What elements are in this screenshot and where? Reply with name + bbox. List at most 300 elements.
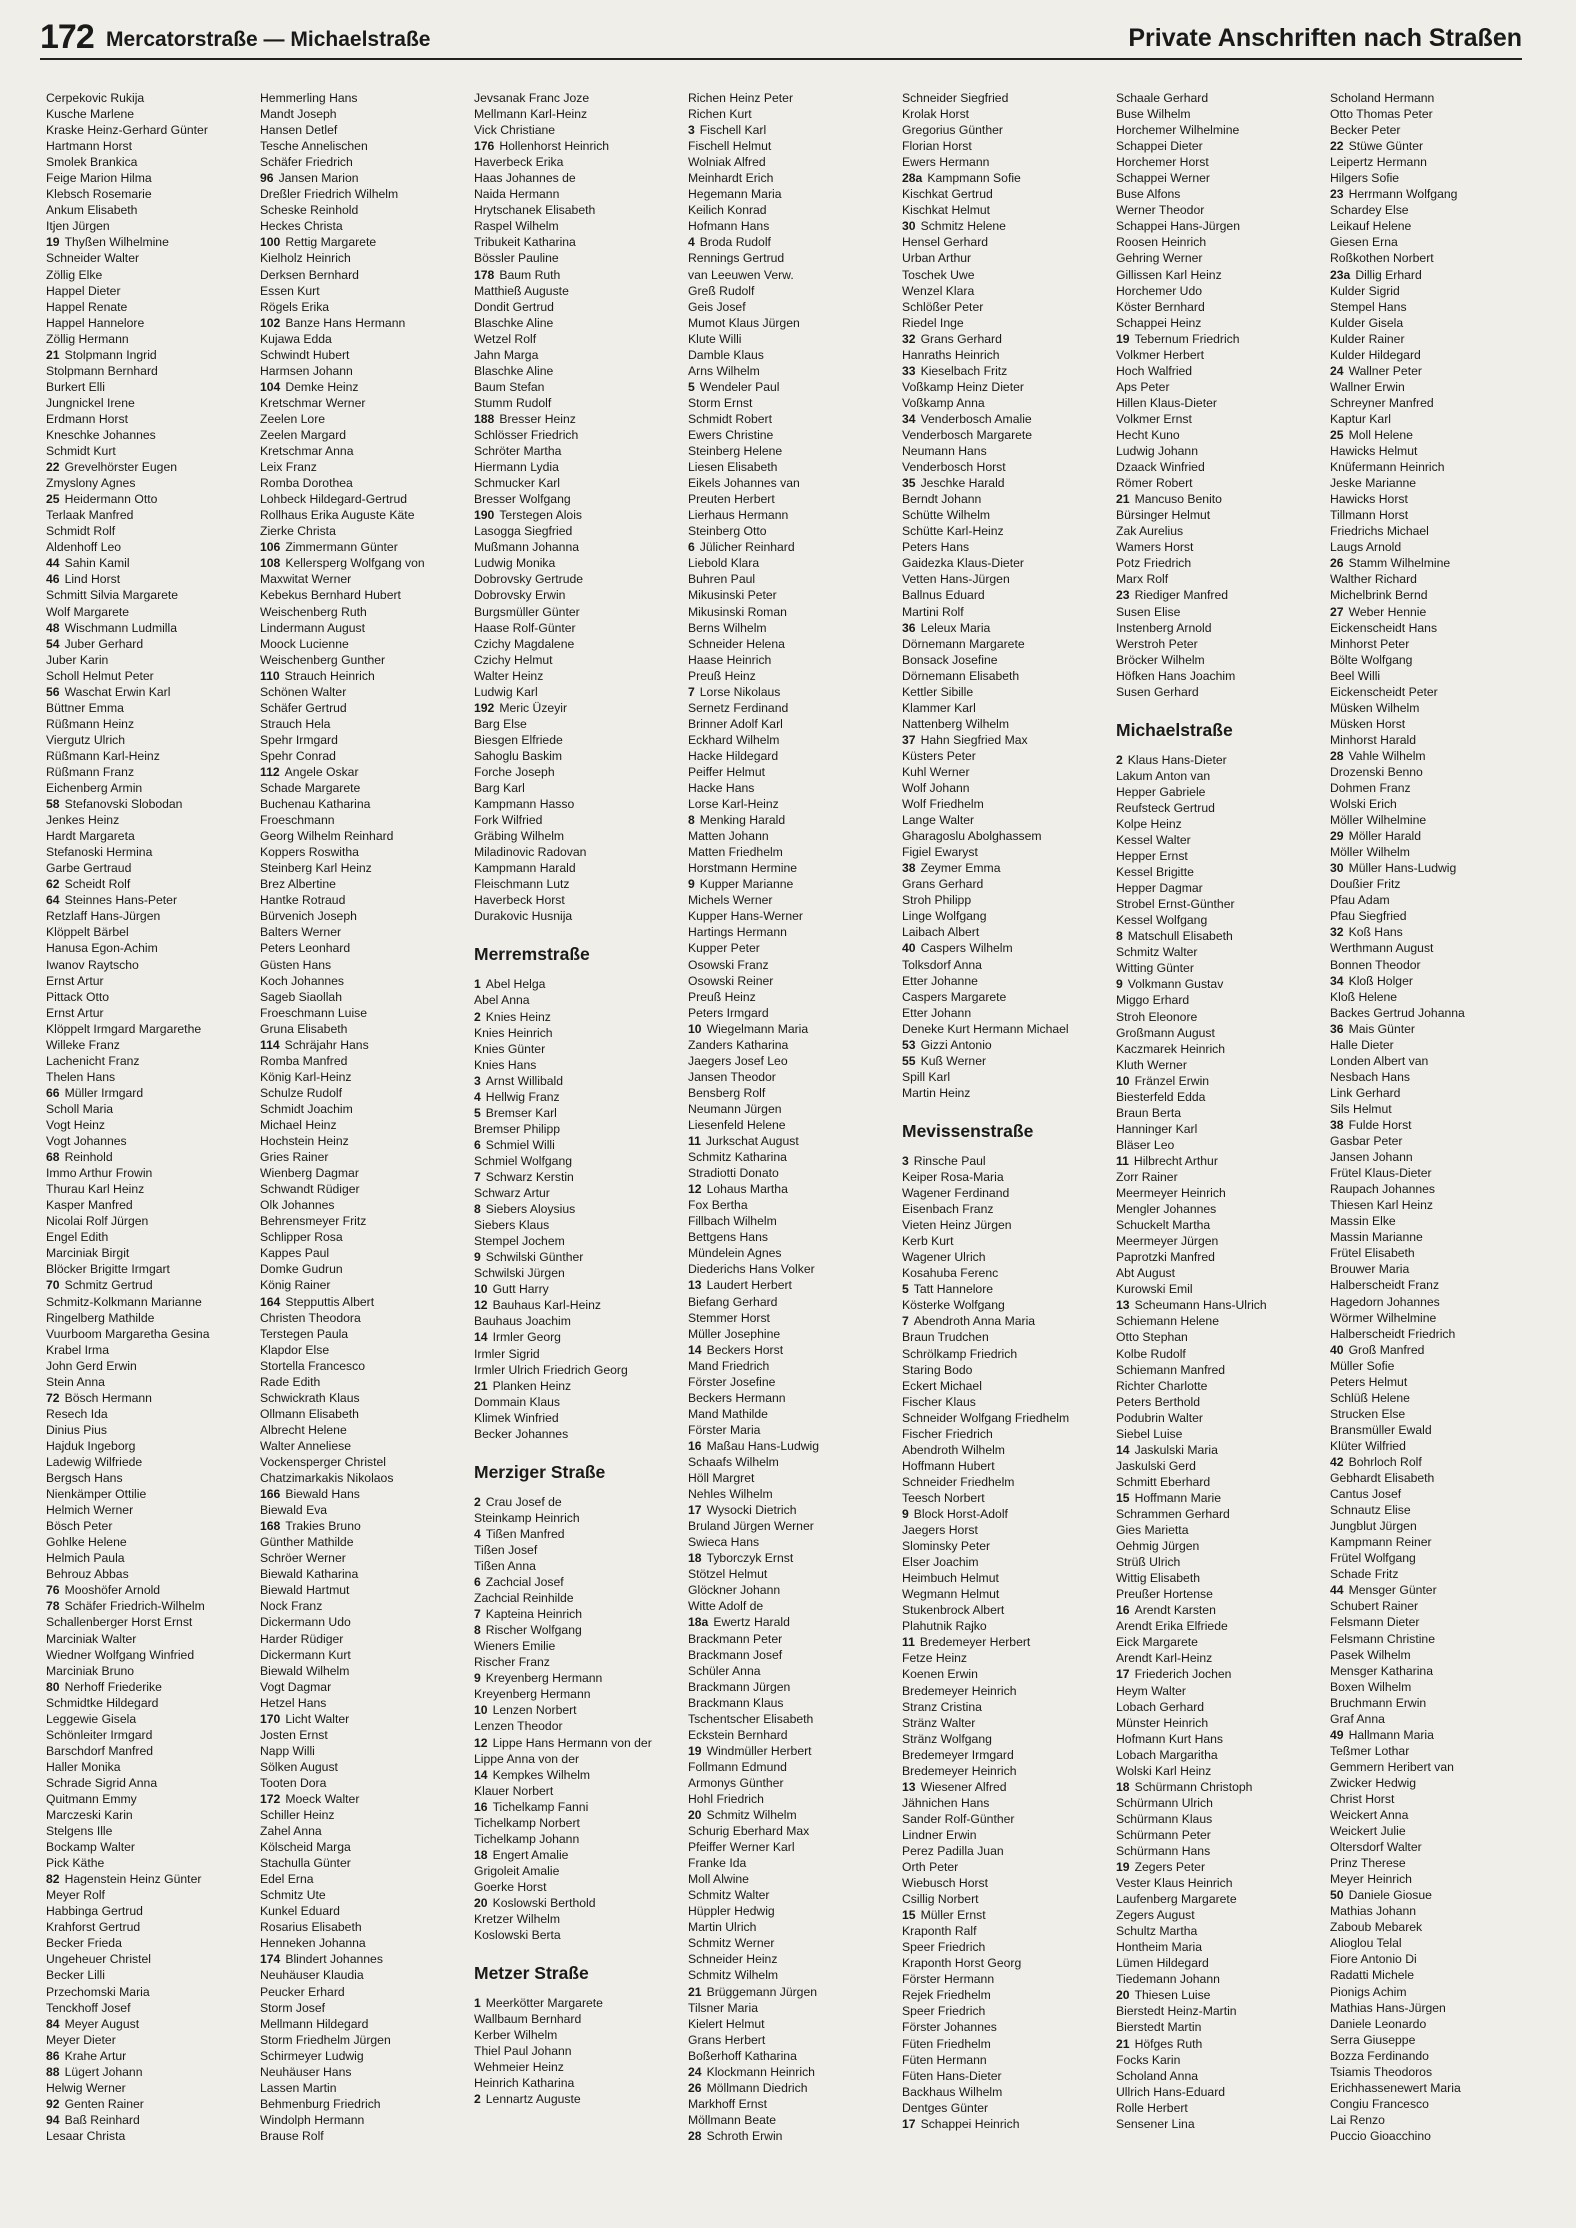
house-entry: [474, 1009, 680, 1025]
resident-name: Schiemann Helene: [1116, 1314, 1219, 1329]
resident-name: Sander Rolf-Günther: [902, 1811, 1015, 1826]
resident-name: Peters Helmut: [1330, 1374, 1408, 1389]
resident-name: Koenen Erwin: [902, 1667, 978, 1682]
resident-name: Leipertz Hermann: [1330, 155, 1427, 170]
house-number: 23: [1116, 588, 1130, 603]
resident-name: Wolf Margarete: [46, 604, 130, 619]
house-entry: [46, 2064, 252, 2080]
resident-name: Knies Heinrich: [474, 1025, 553, 1040]
resident-name: Massin Elke: [1330, 1214, 1396, 1229]
house-number: 11: [1116, 1153, 1129, 1168]
resident-name: Schneider Heinz: [688, 1952, 778, 1967]
resident-name: Stepputtis Albert: [285, 1294, 375, 1309]
house-entry: [46, 2096, 252, 2112]
resident-name: Keiper Rosa-Maria: [902, 1170, 1004, 1184]
resident-name: Scholand Hermann: [1330, 91, 1435, 105]
house-number: 23a: [1330, 267, 1351, 282]
resident-name: Nock Franz: [260, 1599, 323, 1614]
resident-name: Hahn Siegfried Max: [920, 732, 1028, 747]
house-number: 170: [260, 1711, 281, 1726]
resident-name: Potz Friedrich: [1116, 556, 1192, 571]
house-entry: [902, 411, 1108, 427]
resident-name: König Karl-Heinz: [260, 1069, 352, 1084]
resident-name: Bläser Leo: [1116, 1137, 1175, 1152]
resident-name: Trakies Bruno: [285, 1519, 361, 1534]
resident-name: Otto Thomas Peter: [1330, 107, 1433, 122]
resident-name: Brause Rolf: [260, 2128, 324, 2143]
street-heading: Merziger Straße: [474, 1461, 606, 1482]
house-entry: [1330, 1454, 1536, 1470]
resident-name: Peters Irmgard: [688, 1005, 769, 1020]
resident-name: Schardey Else: [1330, 203, 1409, 218]
resident-name: Schiller Heinz: [260, 1808, 335, 1823]
resident-name: Kielholz Heinrich: [260, 251, 351, 266]
house-number: 58: [46, 797, 60, 812]
resident-name: Pfeiffer Werner Karl: [688, 1840, 795, 1855]
resident-name: Schlösser Friedrich: [474, 427, 579, 442]
resident-name: Klute Willi: [688, 331, 742, 346]
resident-name: Czichy Magdalene: [474, 636, 575, 651]
resident-name: Peters Leonhard: [260, 941, 351, 956]
house-entry: [902, 1907, 1108, 1923]
resident-name: Miladinovic Radovan: [474, 845, 587, 860]
resident-name: Abel Anna: [474, 993, 530, 1008]
resident-name: Kieselbach Fritz: [920, 363, 1008, 378]
resident-name: Nerhoff Friederike: [64, 1679, 162, 1694]
house-number: 9: [688, 877, 695, 892]
resident-name: Martini Rolf: [902, 604, 964, 619]
house-number: 102: [260, 315, 281, 330]
resident-name: Lippe Hans Hermann von der: [492, 1735, 652, 1750]
house-number: 37: [902, 732, 916, 747]
resident-name: Gharagoslu Abolghassem: [902, 829, 1042, 844]
house-entry: [474, 700, 680, 716]
house-entry: [474, 1494, 680, 1510]
house-number: 36: [902, 620, 916, 635]
resident-name: Dohmen Franz: [1330, 781, 1411, 796]
column-3: [474, 90, 680, 2220]
resident-name: Staring Bodo: [902, 1362, 973, 1377]
resident-name: Nicolai Rolf Jürgen: [46, 1214, 149, 1229]
house-entry: [1116, 587, 1322, 603]
house-number: 27: [1330, 604, 1344, 619]
resident-name: Schmiel Willi: [485, 1137, 555, 1152]
resident-name: Schönleiter Irmgard: [46, 1727, 153, 1742]
resident-name: Kosahuba Ferenc: [902, 1266, 999, 1281]
resident-name: Hartmann Horst: [46, 139, 133, 154]
resident-name: Kupper Peter: [688, 941, 760, 956]
resident-name: Krolak Horst: [902, 107, 970, 122]
house-entry: [1330, 828, 1536, 844]
resident-name: Behrouz Abbas: [46, 1567, 129, 1582]
resident-name: Kappes Paul: [260, 1246, 330, 1261]
resident-name: Hardt Margareta: [46, 829, 135, 844]
resident-name: Matten Friedhelm: [688, 845, 783, 860]
resident-name: Erdmann Horst: [46, 411, 128, 426]
resident-name: Kulder Hildegard: [1330, 347, 1421, 362]
resident-name: Lorse Nikolaus: [699, 684, 781, 699]
house-number: 10: [688, 1021, 702, 1036]
house-entry: [688, 234, 894, 250]
resident-name: Meric Üzeyir: [499, 700, 568, 715]
resident-name: Ewers Hermann: [902, 155, 990, 170]
resident-name: Schurig Eberhard Max: [688, 1824, 810, 1839]
resident-name: Jahn Marga: [474, 347, 539, 362]
resident-name: Keilich Konrad: [688, 203, 767, 218]
column-4: [688, 90, 894, 2220]
resident-name: Braun Berta: [1116, 1105, 1182, 1120]
house-number: 84: [46, 2016, 60, 2031]
resident-name: Tichelkamp Norbert: [474, 1815, 580, 1830]
resident-name: Becker Frieda: [46, 1936, 122, 1951]
resident-name: Ullrich Hans-Eduard: [1116, 2084, 1226, 2099]
resident-name: Tißen Josef: [474, 1542, 538, 1557]
resident-name: Haller Monika: [46, 1759, 121, 1774]
house-entry: [688, 1438, 894, 1454]
house-number: 68: [46, 1150, 60, 1165]
resident-name: Nattenberg Wilhelm: [902, 716, 1010, 731]
house-entry: [688, 684, 894, 700]
resident-name: Richter Charlotte: [1116, 1378, 1208, 1393]
house-entry: [902, 218, 1108, 234]
resident-name: Ludwig Johann: [1116, 444, 1198, 459]
house-entry: [474, 1702, 680, 1718]
resident-name: Hofmann Hans: [688, 219, 770, 234]
resident-name: Siebers Klaus: [474, 1218, 550, 1233]
resident-name: Schäfer Friedrich-Wilhelm: [64, 1599, 205, 1614]
house-entry: [1116, 491, 1322, 507]
resident-name: Hacke Hans: [688, 781, 755, 796]
resident-name: Hüppler Hedwig: [688, 1904, 775, 1919]
resident-name: Haase Rolf-Günter: [474, 620, 576, 635]
resident-name: Kreyenberg Hermann: [474, 1687, 591, 1702]
resident-name: Prinz Therese: [1330, 1856, 1406, 1871]
street-heading: Michaelstraße: [1116, 719, 1233, 740]
resident-name: Volkmer Herbert: [1116, 347, 1205, 362]
resident-name: Brackmann Jürgen: [688, 1679, 791, 1694]
resident-name: Brinner Adolf Karl: [688, 716, 783, 731]
resident-name: Hillen Klaus-Dieter: [1116, 395, 1217, 410]
resident-name: Vockensperger Christel: [260, 1454, 386, 1469]
resident-name: Stolpmann Bernhard: [46, 363, 158, 378]
resident-name: Florian Horst: [902, 139, 972, 154]
resident-name: Glöckner Johann: [688, 1583, 781, 1598]
resident-name: Möllmann Diedrich: [706, 2080, 808, 2095]
house-number: 46: [46, 572, 60, 587]
resident-name: Steinberg Helene: [688, 444, 783, 459]
house-entry: [688, 379, 894, 395]
house-entry: [474, 1799, 680, 1815]
resident-name: Preuß Heinz: [688, 989, 756, 1004]
resident-name: Hagedorn Johannes: [1330, 1294, 1440, 1309]
resident-name: Moock Lucienne: [260, 636, 349, 651]
resident-name: Koppers Roswitha: [260, 845, 359, 860]
resident-name: Neumann Hans: [902, 444, 987, 459]
resident-name: Römer Robert: [1116, 476, 1193, 491]
house-entry: [474, 2091, 680, 2107]
resident-name: Lierhaus Hermann: [688, 508, 789, 523]
resident-name: Jülicher Reinhard: [699, 540, 795, 555]
column-6: [1116, 90, 1322, 2220]
house-number: 7: [474, 1607, 481, 1622]
resident-name: Horstmann Hermine: [688, 861, 798, 876]
house-entry: [902, 475, 1108, 491]
house-entry: [260, 539, 466, 555]
house-entry: [688, 2064, 894, 2080]
resident-name: Steinberg Otto: [688, 524, 767, 539]
resident-name: Felsmann Dieter: [1330, 1615, 1420, 1630]
house-number: 5: [902, 1282, 909, 1297]
resident-name: Schiemann Manfred: [1116, 1362, 1226, 1377]
resident-name: Moll Alwine: [688, 1872, 749, 1887]
resident-name: Leikauf Helene: [1330, 219, 1412, 234]
resident-name: Haase Heinrich: [688, 652, 772, 667]
resident-name: Möller Wilhelmine: [1330, 813, 1427, 828]
resident-name: Bölte Wolfgang: [1330, 652, 1413, 667]
resident-name: Baum Ruth: [499, 267, 561, 282]
resident-name: Schultz Martha: [1116, 1924, 1198, 1939]
resident-name: Rennings Gertrud: [688, 251, 785, 266]
resident-name: Irmler Sigrid: [474, 1346, 540, 1361]
resident-name: Mathias Johann: [1330, 1904, 1417, 1919]
resident-name: Schneider Friedhelm: [902, 1474, 1015, 1489]
resident-name: Haas Johannes de: [474, 171, 576, 186]
resident-name: Schmidt Joachim: [260, 1101, 353, 1116]
resident-name: Schwilski Günther: [485, 1250, 584, 1265]
resident-name: Stamm Wilhelmine: [1348, 556, 1451, 571]
resident-name: Hellwig Franz: [485, 1089, 560, 1104]
resident-name: Orth Peter: [902, 1860, 959, 1875]
resident-name: Schlipper Rosa: [260, 1230, 343, 1245]
resident-name: Meyer August: [64, 2016, 140, 2031]
resident-name: Möller Harald: [1348, 829, 1422, 844]
resident-name: Eckhard Wilhelm: [688, 732, 780, 747]
house-entry: [474, 1574, 680, 1590]
resident-name: Förster Maria: [688, 1422, 761, 1437]
resident-name: Terstegen Paula: [260, 1326, 349, 1341]
resident-name: Höfges Ruth: [1134, 2036, 1203, 2051]
resident-name: Klapdor Else: [260, 1342, 330, 1357]
resident-name: Christen Theodora: [260, 1310, 361, 1325]
house-number: 164: [260, 1294, 281, 1309]
resident-name: Siebel Luise: [1116, 1426, 1183, 1441]
resident-name: Halberscheidt Franz: [1330, 1278, 1440, 1293]
house-entry: [1330, 363, 1536, 379]
resident-name: Koch Johannes: [260, 973, 345, 988]
house-number: 36: [1330, 1021, 1344, 1036]
resident-name: Willeke Franz: [46, 1037, 120, 1052]
resident-name: Barschdorf Manfred: [46, 1743, 154, 1758]
resident-name: Thiel Paul Johann: [474, 2044, 572, 2059]
resident-name: Schallenberger Horst Ernst: [46, 1615, 193, 1630]
house-number: 8: [474, 1202, 481, 1217]
resident-name: Wolski Karl Heinz: [1116, 1763, 1212, 1778]
resident-name: Voßkamp Anna: [902, 395, 985, 410]
resident-name: Peiffer Helmut: [688, 764, 765, 779]
resident-name: Zimmermann Günter: [285, 540, 398, 555]
resident-name: Lohaus Martha: [706, 1182, 788, 1197]
resident-name: Ewers Christine: [688, 427, 774, 442]
house-entry: [46, 1149, 252, 1165]
resident-name: Schmitt Eberhard: [1116, 1474, 1211, 1489]
resident-name: Schuckelt Martha: [1116, 1218, 1211, 1233]
resident-name: Lohbeck Hildegard-Gertrud: [260, 492, 408, 507]
resident-name: Alioglou Telal: [1330, 1936, 1402, 1951]
resident-name: Ernst Artur: [46, 1005, 104, 1020]
resident-name: Zachcial Josef: [485, 1575, 564, 1590]
resident-name: Kretzer Wilhelm: [474, 1912, 561, 1927]
house-number: 21: [1116, 2036, 1130, 2051]
resident-name: Wörmer Wilhelmine: [1330, 1310, 1437, 1325]
house-entry: [474, 1995, 680, 2011]
resident-name: Eckert Michael: [902, 1378, 982, 1393]
resident-name: Felsmann Christine: [1330, 1631, 1435, 1646]
resident-name: Essen Kurt: [260, 283, 320, 298]
resident-name: Minhorst Harald: [1330, 732, 1417, 747]
house-number: 38: [902, 861, 916, 876]
resident-name: Biesterfeld Edda: [1116, 1089, 1206, 1104]
house-entry: [46, 796, 252, 812]
resident-name: Gillissen Karl Heinz: [1116, 267, 1222, 282]
resident-name: Romba Dorothea: [260, 476, 353, 491]
resident-name: Preuß Heinz: [688, 668, 756, 683]
house-entry: [1116, 976, 1322, 992]
resident-name: Schmiel Wolfgang: [474, 1153, 572, 1168]
resident-name: Schappei Heinrich: [920, 2116, 1020, 2131]
resident-name: Eickenscheidt Hans: [1330, 620, 1438, 635]
resident-name: Groß Manfred: [1348, 1342, 1425, 1357]
house-number: 21: [1116, 492, 1130, 507]
section-title: Private Anschriften nach Straßen: [1128, 24, 1522, 52]
resident-name: Maxwitat Werner: [260, 572, 352, 587]
house-entry: [902, 2116, 1108, 2132]
resident-name: Kolpe Heinz: [1116, 816, 1182, 831]
house-entry: [474, 1137, 680, 1153]
house-entry: [688, 1984, 894, 2000]
resident-name: Kaptur Karl: [1330, 411, 1391, 426]
resident-name: van Leeuwen Verw.: [688, 267, 794, 282]
resident-name: Speer Friedrich: [902, 1940, 986, 1955]
resident-name: Werthmann August: [1330, 941, 1434, 956]
house-entry: [688, 1021, 894, 1037]
resident-name: Schütte Karl-Heinz: [902, 524, 1004, 539]
house-number: 4: [474, 1526, 481, 1541]
resident-name: Schürmann Christoph: [1134, 1779, 1253, 1794]
house-entry: [474, 507, 680, 523]
resident-name: Jungnickel Irene: [46, 395, 135, 410]
resident-name: Harmsen Johann: [260, 363, 353, 378]
house-number: 18: [474, 1847, 488, 1862]
resident-name: Schappei Hans-Jürgen: [1116, 219, 1240, 234]
house-number: 1: [474, 1996, 481, 2011]
resident-name: Fischell Helmut: [688, 139, 772, 154]
resident-name: Buchenau Katharina: [260, 797, 371, 812]
resident-name: Swieca Hans: [688, 1535, 760, 1550]
resident-name: Schade Margarete: [260, 781, 361, 796]
house-entry: [260, 1518, 466, 1534]
resident-name: Ludwig Karl: [474, 684, 538, 699]
resident-name: Oehmig Jürgen: [1116, 1539, 1200, 1554]
house-number: 25: [46, 492, 60, 507]
house-number: 190: [474, 508, 495, 523]
resident-name: Greß Rudolf: [688, 283, 755, 298]
resident-name: Linge Wolfgang: [902, 909, 987, 924]
resident-name: Raupach Johannes: [1330, 1182, 1436, 1197]
resident-name: Roßkothen Norbert: [1330, 251, 1434, 266]
resident-name: Jevsanak Franc Joze: [474, 91, 590, 105]
resident-name: Wagener Ulrich: [902, 1250, 986, 1265]
resident-name: Bössler Pauline: [474, 251, 559, 266]
house-number: 9: [474, 1250, 481, 1265]
house-number: 2: [1116, 752, 1123, 767]
house-number: 7: [902, 1314, 909, 1329]
resident-name: Jeske Marianne: [1330, 476, 1417, 491]
resident-name: Krabel Irma: [46, 1342, 109, 1357]
house-number: 100: [260, 235, 281, 250]
resident-name: Hecht Kuno: [1116, 427, 1180, 442]
resident-name: Horchemer Udo: [1116, 283, 1203, 298]
resident-name: Feige Marion Hilma: [46, 171, 152, 186]
resident-name: Plahutnik Rajko: [902, 1619, 987, 1634]
resident-name: Fischer Friedrich: [902, 1426, 993, 1441]
resident-name: Windmüller Herbert: [706, 1743, 812, 1758]
resident-name: Schmitz Wilhelm: [706, 1808, 797, 1823]
resident-name: Instenberg Arnold: [1116, 620, 1212, 635]
house-entry: [474, 267, 680, 283]
resident-name: Hrytschanek Elisabeth: [474, 203, 596, 218]
resident-name: Wischmann Ludmilla: [64, 620, 177, 635]
resident-name: Deneke Kurt Hermann Michael: [902, 1021, 1069, 1036]
resident-name: Biewald Hans: [285, 1487, 360, 1502]
resident-name: Kerb Kurt: [902, 1234, 954, 1249]
resident-name: Dörnemann Margarete: [902, 636, 1025, 651]
resident-name: Habbinga Gertrud: [46, 1904, 143, 1919]
resident-name: Scheske Reinhold: [260, 203, 359, 218]
resident-name: Martin Ulrich: [688, 1920, 757, 1935]
house-number: 192: [474, 700, 495, 715]
resident-name: Hepper Ernst: [1116, 849, 1188, 864]
resident-name: Gruna Elisabeth: [260, 1021, 348, 1036]
house-entry: [1330, 1342, 1536, 1358]
house-number: 96: [260, 171, 274, 186]
resident-name: Lobach Gerhard: [1116, 1699, 1205, 1714]
resident-name: Stelgens Ille: [46, 1824, 113, 1839]
resident-name: Strobel Ernst-Günther: [1116, 897, 1235, 912]
resident-name: Balters Werner: [260, 925, 342, 940]
resident-name: Strauch Heinrich: [284, 668, 375, 683]
house-number: 13: [902, 1779, 916, 1794]
resident-name: Strüß Ulrich: [1116, 1555, 1181, 1570]
house-number: 106: [260, 540, 281, 555]
resident-name: Banze Hans Hermann: [285, 315, 406, 330]
resident-name: Schmitz Walter: [688, 1888, 770, 1903]
resident-name: Mikusinski Peter: [688, 588, 777, 603]
resident-name: Kloß Helene: [1330, 989, 1398, 1004]
resident-name: Bredemeyer Heinrich: [902, 1683, 1017, 1698]
resident-name: Weischenberg Ruth: [260, 604, 367, 619]
house-entry: [688, 876, 894, 892]
resident-name: Lügert Johann: [64, 2064, 143, 2079]
house-number: 28: [688, 2128, 702, 2143]
resident-name: Schürmann Ulrich: [1116, 1795, 1213, 1810]
resident-name: Behmenburg Friedrich: [260, 2096, 381, 2111]
house-number: 28: [1330, 748, 1344, 763]
house-number: 17: [688, 1503, 702, 1518]
resident-name: Stachulla Günter: [260, 1856, 351, 1871]
resident-name: Bauhaus Joachim: [474, 1314, 571, 1329]
resident-name: Windolph Hermann: [260, 2112, 365, 2127]
house-entry: [1330, 1887, 1536, 1903]
